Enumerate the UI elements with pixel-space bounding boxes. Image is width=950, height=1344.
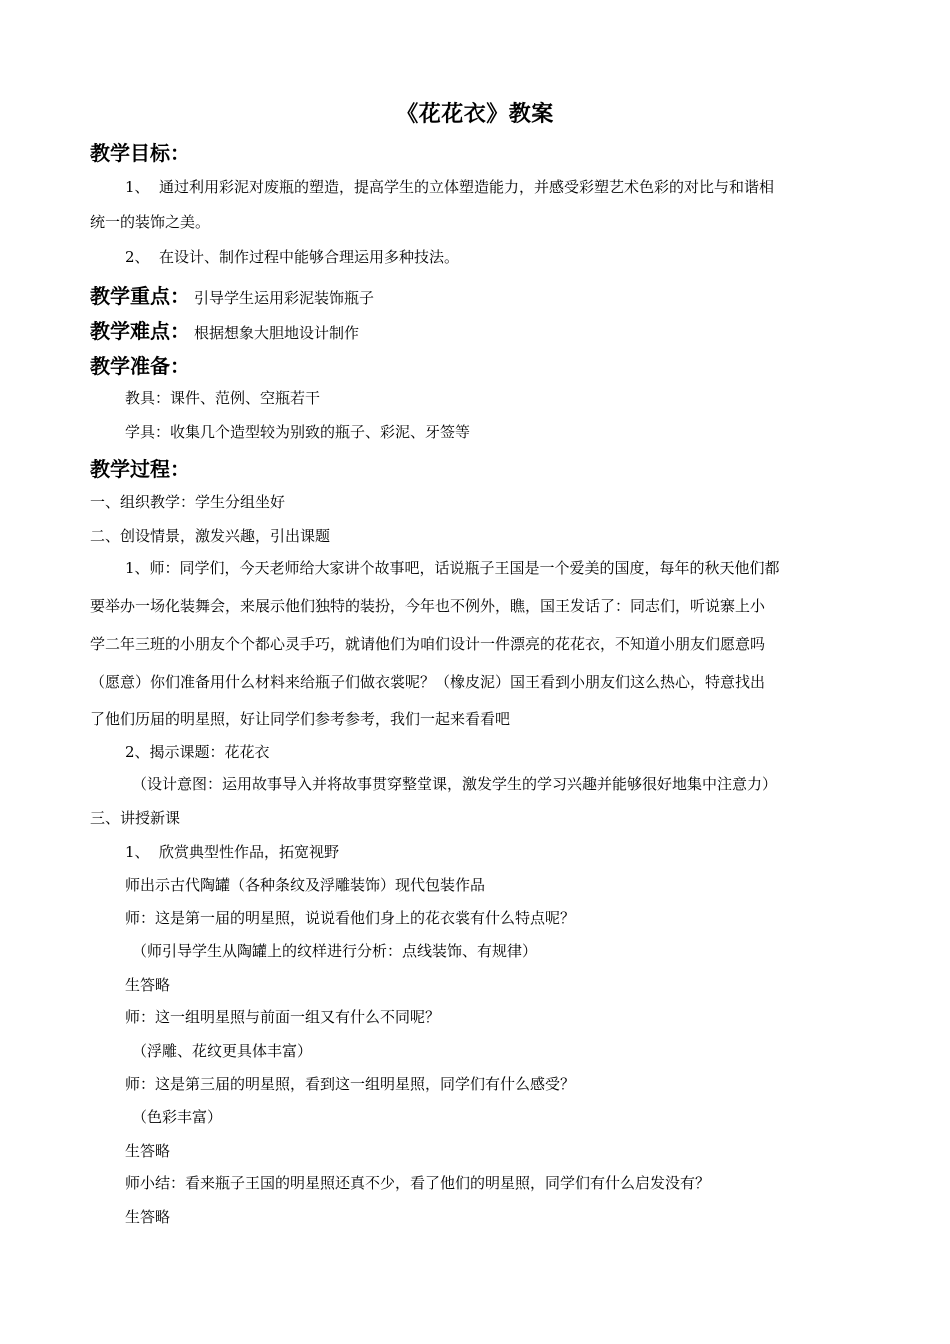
process-line: 师：这是第一届的明星照，说说看他们身上的花衣裳有什么特点呢？ — [125, 909, 576, 927]
process-story-line-5: 了他们历届的明星照，好让同学们参考参考，我们一起来看看吧 — [90, 710, 511, 728]
process-story-line-2: 要举办一场化装舞会，来展示他们独特的装扮，今年也不例外，瞧，国王发话了：同志们，听说寨上小 — [90, 597, 766, 615]
objective-item-1-text: 通过利用彩泥对废瓶的塑造，提高学生的立体塑造能力，并感受彩塑艺术色彩的对比与和谐相 — [159, 178, 775, 196]
process-line: 师出示古代陶罐（各种条纹及浮雕装饰）现代包装作品 — [125, 876, 486, 894]
key-point-text: 引导学生运用彩泥装饰瓶子 — [194, 289, 375, 307]
difficulty-heading: 教学难点： — [90, 319, 190, 343]
objective-item-1-line-1 — [125, 177, 774, 197]
process-step-3-1-text: 欣赏典型性作品，拓宽视野 — [159, 843, 340, 861]
process-story-line-3: 学二年三班的小朋友个个都心灵手巧，就请他们为咱们设计一件漂亮的花花衣，不知道小朋友们愿意吗 — [90, 635, 766, 653]
process-line: （色彩丰富） — [132, 1108, 223, 1126]
process-step-3-1 — [125, 842, 339, 862]
process-line: 师：这一组明星照与前面一组又有什么不同呢？ — [125, 1008, 441, 1026]
process-line: 师小结：看来瓶子王国的明星照还真不少，看了他们的明星照，同学们有什么启发没有？ — [125, 1174, 711, 1192]
process-line: （师引导学生从陶罐上的纹样进行分析：点线装饰、有规律） — [132, 942, 538, 960]
preparation-student: 学具：收集几个造型较为别致的瓶子、彩泥、牙签等 — [125, 423, 471, 441]
process-story-line-1: 1、师：同学们，今天老师给大家讲个故事吧，话说瓶子王国是一个爱美的国度，每年的秋天他们都 — [125, 559, 780, 577]
process-reveal-topic: 2、揭示课题：花花衣 — [125, 743, 270, 761]
objective-item-1-number: 1、 — [125, 178, 150, 196]
process-line: 生答略 — [125, 1208, 171, 1226]
key-point-row — [90, 280, 374, 309]
preparation-heading: 教学准备： — [90, 354, 190, 378]
process-line: 生答略 — [125, 976, 171, 994]
objective-item-2-number: 2、 — [125, 248, 150, 266]
process-story-line-4: （愿意）你们准备用什么材料来给瓶子们做衣裳呢？（橡皮泥）国王看到小朋友们这么热心，特意找出 — [90, 673, 766, 691]
process-design-note: （设计意图：运用故事导入并将故事贯穿整堂课，激发学生的学习兴趣并能够很好地集中注意力） — [132, 775, 778, 793]
difficulty-row — [90, 315, 359, 344]
process-heading: 教学过程： — [90, 457, 190, 481]
key-point-heading: 教学重点： — [90, 284, 190, 308]
difficulty-text: 根据想象大胆地设计制作 — [194, 324, 360, 342]
objective-item-1-line-2: 统一的装饰之美。 — [90, 213, 211, 231]
process-step-3-1-number: 1、 — [125, 843, 150, 861]
objective-item-2 — [125, 247, 459, 267]
objective-item-2-text: 在设计、制作过程中能够合理运用多种技法。 — [159, 248, 460, 266]
process-step-1: 一、组织教学：学生分组坐好 — [90, 493, 286, 511]
document-title: 《花花衣》教案 — [396, 101, 554, 127]
process-step-3: 三、讲授新课 — [90, 809, 181, 827]
objectives-heading: 教学目标： — [90, 141, 190, 165]
preparation-teacher: 教具：课件、范例、空瓶若干 — [125, 389, 321, 407]
process-step-2: 二、创设情景，激发兴趣，引出课题 — [90, 527, 331, 545]
process-line: （浮雕、花纹更具体丰富） — [132, 1042, 313, 1060]
process-line: 师：这是第三届的明星照，看到这一组明星照，同学们有什么感受？ — [125, 1075, 576, 1093]
process-line: 生答略 — [125, 1142, 171, 1160]
